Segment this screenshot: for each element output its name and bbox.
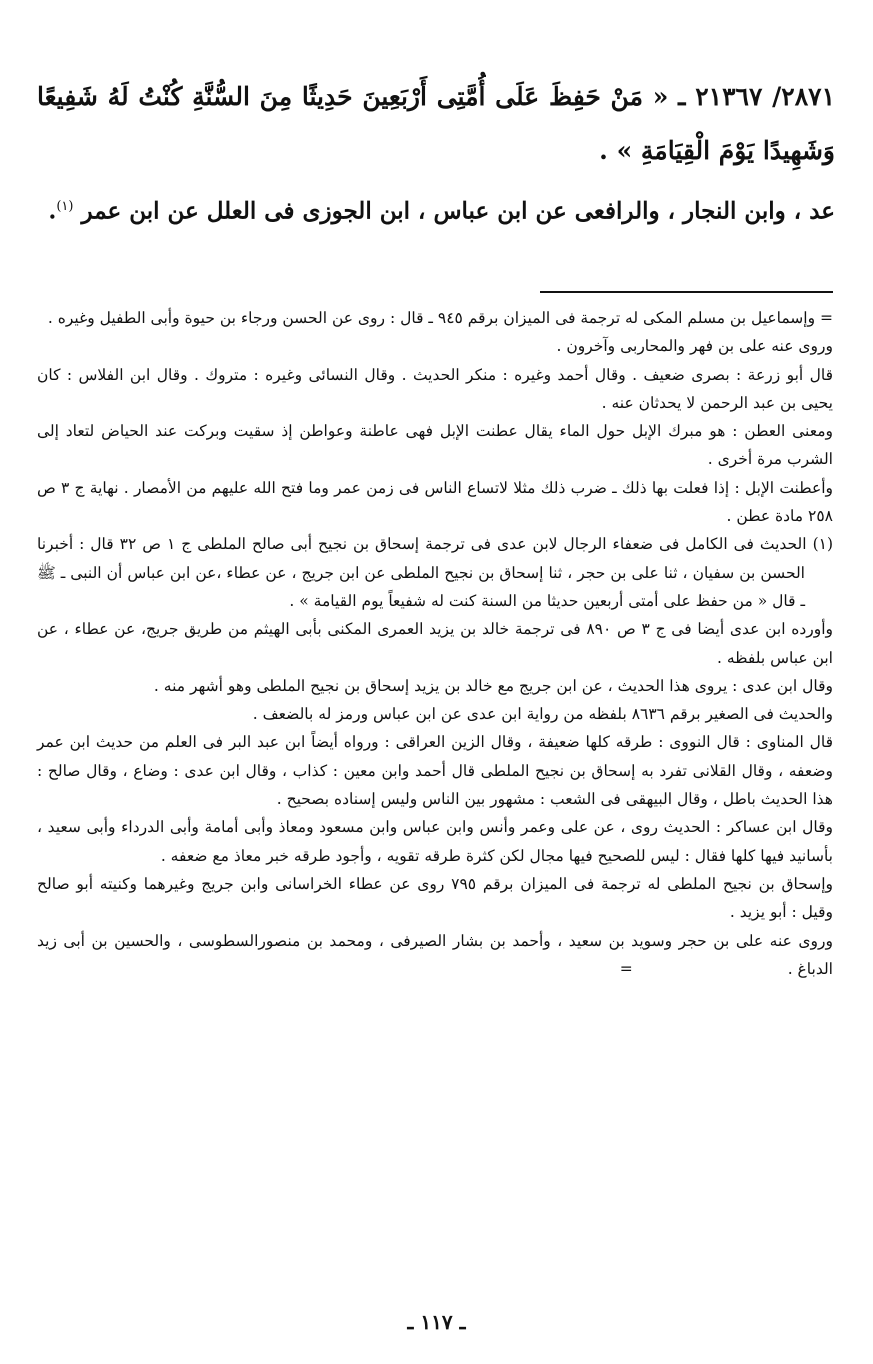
page-number: ـ ١١٧ ـ bbox=[407, 1310, 466, 1334]
note-paragraph: = وإسماعيل بن مسلم المكى له ترجمة فى الميزان برقم ٩٤٥ ـ قال : روى عن الحسن ورجاء بن حيوة وأبى الطفيل وغيره . bbox=[47, 309, 833, 327]
footnote-paragraph: وأورده ابن عدى أيضا فى ج ٣ ص ٨٩٠ فى ترجمة خالد بن يزيد العمرى المكنى بأبى الهيثم من طريق جريج، عن عطاء ، عن ابن عباس بلفظه . bbox=[37, 620, 834, 667]
footnote-paragraph bbox=[37, 927, 833, 984]
continuation-mark: = bbox=[619, 959, 633, 978]
footnote-paragraph: والحديث فى الصغير برقم ٨٦٣٦ بلفظه من رواية ابن عدى عن ابن عباس ورمز له بالضعف . bbox=[252, 705, 833, 724]
footnote-text: وروى عنه على بن حجر وسويد بن سعيد ، وأحمد بن بشار الصيرفى ، ومحمد بن منصورالسطوسى ، والحسين بن أبى زيد الدباغ . bbox=[37, 931, 833, 978]
hadith-text-paragraph bbox=[37, 70, 835, 178]
note-paragraph: وأعطنت الإبل : إذا فعلت بها ذلك ـ ضرب ذلك مثلا لاتساع الناس فى زمن عمر وما فتح الله عليهم من الأمصار . نهاية ج ٣ ص ٢٥٨ مادة عطن . bbox=[37, 478, 833, 526]
note-paragraph: ومعنى العطن : هو مبرك الإبل حول الماء يقال عطنت الإبل فهى عاطنة وعواطن إذ سقيت وبركت عند الحياض لتعاد إلى الشرب مرة أخرى . bbox=[37, 422, 833, 469]
hadith-sources-paragraph bbox=[37, 182, 835, 237]
footnote-paragraph: قال المناوى : قال النووى : طرقه كلها ضعيفة ، وقال الزين العراقى : ورواه أيضاً ابن عبد البر فى العلم من حديث ابن عمر وضعفه ، وقال القلانى تفرد به إسحاق بن نجيح الملطى قال أحمد وابن معين : كذاب ، وقال ابن عدى : وضاع ، وقال صالح : هذا الحديث باطل ، وقال البيهقى فى الشعب : مشهور بين الناس وليس إسناده بصحيح . bbox=[37, 733, 833, 809]
note-paragraph: قال أبو زرعة : بصرى ضعيف . وقال أحمد وغيره : منكر الحديث . وقال النسائى وغيره : متروك . وقال ابن الفلاس : كان يحيى بن عبد الرحمن لا يحدثان عنه . bbox=[37, 365, 833, 412]
footnotes-section bbox=[37, 304, 833, 983]
footnote-divider bbox=[540, 291, 833, 293]
footnote-paragraph: وإسحاق بن نجيح الملطى له ترجمة فى الميزان برقم ٧٩٥ روى عن عطاء الخراسانى وابن جريج وغيرهما وكنيته أبو صالح وقيل : أبو يزيد . bbox=[37, 874, 833, 922]
hadith-sources: عد ، وابن النجار ، والرافعى عن ابن عباس ، ابن الجوزى فى العلل عن ابن عمر bbox=[81, 197, 835, 225]
hadith-number: ٢٨٧١/ ٢١٣٦٧ ـ bbox=[678, 82, 835, 111]
footnote-marker: (١) bbox=[812, 535, 834, 554]
footnote-paragraph: وقال ابن عساكر : الحديث روى ، عن على وعمر وأنس وابن عباس وابن مسعود ومعاذ وأبى أمامة وأبى الدرداء وأبى سعيد ، بأسانيد فيها كلها فقال : ليس للصحيح فيها مجال لكن كثرة طرقه تقويه ، وأجود طرقه خبر معاذ مع ضعفه . bbox=[37, 818, 833, 865]
hadith-text: « مَنْ حَفِظَ عَلَى أُمَّتِى أَرْبَعِينَ حَدِيثًا مِنَ السُّنَّةِ كُنْتُ لَهُ شَفِيعًا وَشَهِيدًا يَوْمَ الْقِيَامَةِ » . bbox=[37, 82, 835, 165]
sources-end: . bbox=[48, 197, 57, 225]
footnote-paragraph: وقال ابن عدى : يروى هذا الحديث ، عن ابن جريج مع خالد بن يزيد إسحاق بن نجيح الملطى وهو أشهر منه . bbox=[153, 676, 833, 695]
footnote-reference: (١) bbox=[56, 199, 74, 214]
hadith-block bbox=[37, 70, 835, 237]
footnote-1-paragraph bbox=[37, 530, 833, 615]
note-paragraph: وروى عنه على بن فهر والمحاربى وآخرون . bbox=[556, 337, 833, 356]
footnote-text: الحديث فى الكامل فى ضعفاء الرجال لابن عدى فى ترجمة إسحاق بن نجيح أبى صالح الملطى ج ١ ص ٣٢ قال : أخبرنا الحسن بن سفيان ، ثنا على بن حجر ، ثنا إسحاق بن نجيح الملطى عن ابن جريج ، عن عطاء ،عن ابن عباس أن النبى ـ ﷺ ـ قال « من حفظ على أمتى أربعين حديثا من السنة كنت له شفيعاً يوم القيامة » . bbox=[37, 535, 807, 610]
